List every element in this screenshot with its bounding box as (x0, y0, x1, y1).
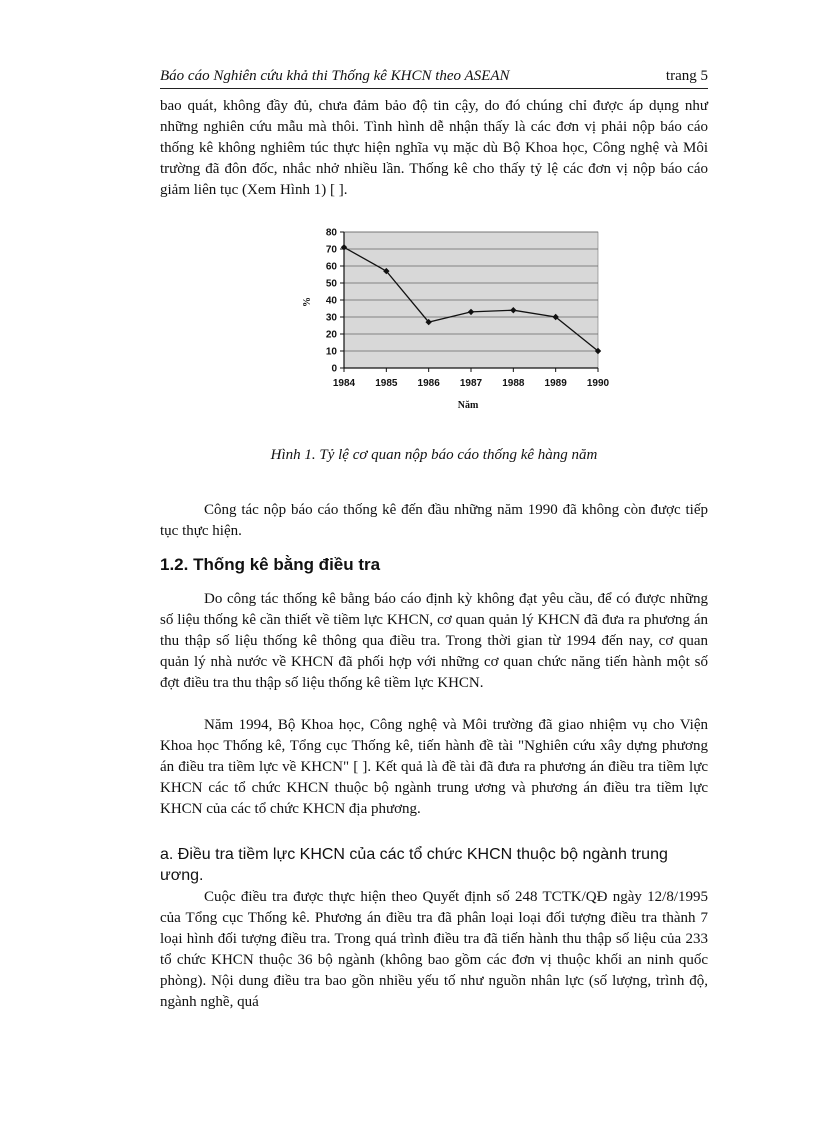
header-rule (160, 88, 708, 89)
paragraph-3: Do công tác thống kê bằng báo cáo định kỳ không đạt yêu cầu, để có được những số liệu thống kê cần thiết về tiềm lực KHCN, cơ quan quản lý KHCN đã đưa ra phương án thu thập số liệu thống kê thông qua điều tra. Trong thời gian từ 1994 đến nay, cơ quan quản lý nhà nước về KHCN đã phối hợp với những cơ quan chức năng tiến hành một số đợt điều tra thu thập số liệu thống kê tiềm lực KHCN. (160, 591, 708, 691)
y-tick-label: 0 (331, 363, 337, 375)
x-axis-label: Năm (457, 400, 479, 411)
header-title: Báo cáo Nghiên cứu khả thi Thống kê KHCN theo ASEAN (160, 68, 510, 84)
y-tick-label: 70 (325, 244, 337, 256)
paragraph-4: Năm 1994, Bộ Khoa học, Công nghệ và Môi trường đã giao nhiệm vụ cho Viện Khoa học Thống kê, Tổng cục Thống kê, tiến hành đề tài "Nghiên cứu xây dựng phương án điều tra tiềm lực về KHCN" [ ]. Kết quả là đề tài đã đưa ra phương án điều tra tiềm lực KHCN các tổ chức KHCN thuộc bộ ngành trung ương và phương án điều tra tiềm lực KHCN của các tổ chức KHCN địa phương. (160, 717, 708, 817)
figure-caption: Hình 1. Tỷ lệ cơ quan nộp báo cáo thống kê hàng năm (270, 447, 598, 463)
y-axis-label: % (302, 297, 313, 307)
y-tick-label: 20 (325, 329, 337, 341)
x-tick-label: 1989 (544, 378, 567, 389)
paragraph-2: Công tác nộp báo cáo thống kê đến đầu những năm 1990 đã không còn được tiếp tục thực hiện. (160, 502, 708, 539)
y-tick-label: 10 (325, 346, 337, 358)
x-tick-label: 1984 (332, 378, 356, 389)
page-number: trang 5 (665, 68, 708, 84)
x-tick-label: 1988 (502, 378, 525, 389)
subsection-heading: a. Điều tra tiềm lực KHCN của các tổ chức KHCN thuộc bộ ngành trung ương. (160, 846, 668, 884)
x-tick-label: 1990 (586, 378, 610, 389)
section-heading: 1.2. Thống kê bằng điều tra (160, 555, 381, 574)
x-tick-label: 1986 (417, 378, 440, 389)
y-tick-label: 60 (325, 261, 337, 273)
x-tick-label: 1985 (375, 378, 398, 389)
page-header (160, 68, 708, 90)
y-tick-label: 40 (325, 295, 337, 307)
line-chart (296, 220, 616, 420)
paragraph-5: Cuộc điều tra được thực hiện theo Quyết định số 248 TCTK/QĐ ngày 12/8/1995 của Tổng cục Thống kê. Phương án điều tra đã phân loại loại đối tượng điều tra thành 7 loại hình đối tượng điều tra. Trong quá trình điều tra đã tiến hành thu thập số liệu của 233 tổ chức KHCN thuộc 36 bộ ngành (không bao gồm các đơn vị thuộc khối an ninh quốc phòng). Nội dung điều tra bao gồn nhiều yếu tố như nguồn nhân lực (số lượng, trình độ, ngành nghề, quá (160, 889, 708, 1010)
y-tick-label: 50 (325, 278, 337, 290)
y-tick-label: 30 (325, 312, 337, 324)
x-tick-label: 1987 (459, 378, 483, 389)
y-tick-label: 80 (325, 227, 337, 239)
paragraph-1: bao quát, không đầy đủ, chưa đảm bảo độ tin cậy, do đó chúng chỉ được áp dụng như những nghiên cứu mẫu mà thôi. Tình hình dễ nhận thấy là các đơn vị phải nộp báo cáo thống kê không nghiêm túc thực hiện nghĩa vụ mặc dù Bộ Khoa học, Công nghệ và Môi trường đã đôn đốc, nhắc nhở nhiều lần. Thống kê cho thấy tỷ lệ các đơn vị nộp báo cáo giảm liên tục (Xem Hình 1) [ ]. (160, 98, 708, 198)
